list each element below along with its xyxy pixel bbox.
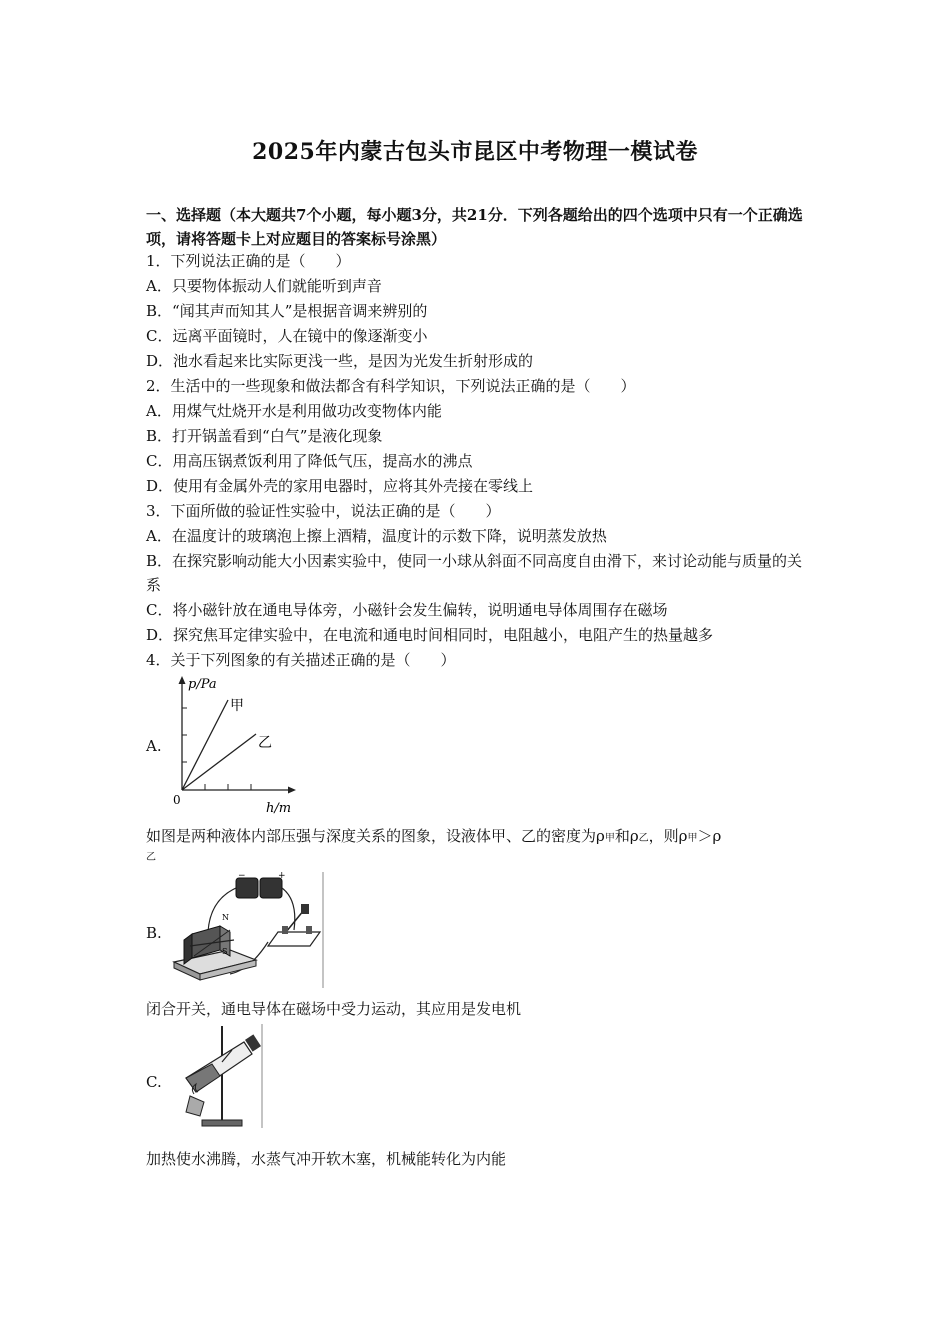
a-text-gt: ＞ρ: [697, 827, 722, 845]
q4-option-c-text: 加热使水沸腾，水蒸气冲开软木塞，机械能转化为内能: [146, 1150, 507, 1168]
page-title: 2025年内蒙古包头市昆区中考物理一模试卷: [252, 139, 698, 165]
q4-option-b-label: B.: [146, 924, 162, 942]
svg-text:S: S: [222, 947, 228, 956]
q2-stem: 2．生活中的一些现象和做法都含有科学知识，下列说法正确的是（ ）: [146, 377, 636, 395]
a-sub-yi-1: 乙: [638, 833, 649, 844]
q4-option-c-label: C.: [146, 1073, 162, 1091]
q2-option-a: A．用煤气灶烧开水是利用做功改变物体内能: [146, 402, 442, 420]
q3-stem: 3．下面所做的验证性实验中，说法正确的是（ ）: [146, 502, 501, 520]
graph-y-axis-label: p/Pa: [188, 677, 217, 692]
q1-stem: 1．下列说法正确的是（ ）: [146, 252, 351, 270]
test-tube-heating-illustration-icon: [172, 1022, 272, 1132]
section-heading: 一、选择题（本大题共7个小题，每小题3分，共21分．下列各题给出的四个选项中只有一个正确选项，请将答题卡上对应题目的答案标号涂黑）: [146, 206, 803, 248]
motor-experiment-illustration-icon: [170, 870, 330, 992]
q4-option-a-text: [146, 824, 721, 851]
pressure-depth-graph-icon: [168, 672, 308, 818]
graph-x-axis-label: h/m: [266, 801, 292, 816]
q4-option-a-label: A.: [146, 737, 162, 755]
a-sub-jia-1: 甲: [604, 833, 615, 844]
a-text-and: 和ρ: [614, 827, 639, 845]
svg-text:N: N: [222, 913, 229, 922]
q3-option-c: C．将小磁针放在通电导体旁，小磁针会发生偏转，说明通电导体周围存在磁场: [146, 601, 668, 619]
q1-option-a: A．只要物体振动人们就能听到声音: [146, 277, 382, 295]
graph-line-yi-label: 乙: [258, 735, 272, 751]
graph-line-jia-label: 甲: [230, 698, 244, 714]
q4-stem: 4．关于下列图象的有关描述正确的是（ ）: [146, 651, 456, 669]
a-sub-yi-2: 乙: [146, 852, 156, 863]
svg-text:+: +: [278, 871, 286, 881]
a-sub-jia-2: 甲: [687, 833, 698, 844]
q2-option-b: B．打开锅盖看到“白气”是液化现象: [146, 427, 383, 445]
a-text-then: ，则ρ: [648, 827, 688, 845]
q3-option-d: D．探究焦耳定律实验中，在电流和通电时间相同时，电阻越小，电阻产生的热量越多: [146, 626, 714, 644]
q2-option-c: C．用高压锅煮饭利用了降低气压，提高水的沸点: [146, 452, 473, 470]
q3-option-a: A．在温度计的玻璃泡上擦上酒精，温度计的示数下降，说明蒸发放热: [146, 527, 607, 545]
q1-option-b: B．“闻其声而知其人”是根据音调来辨别的: [146, 302, 428, 320]
q1-option-c: C．远离平面镜时，人在镜中的像逐渐变小: [146, 327, 428, 345]
svg-text:−: −: [238, 871, 246, 881]
q2-option-d: D．使用有金属外壳的家用电器时，应将其外壳接在零线上: [146, 477, 534, 495]
q1-option-d: D．池水看起来比实际更浅一些，是因为光发生折射形成的: [146, 352, 534, 370]
q4-option-b-text: 闭合开关，通电导体在磁场中受力运动，其应用是发电机: [146, 1000, 522, 1018]
a-text-main: 如图是两种液体内部压强与深度关系的图象，设液体甲、乙的密度为ρ: [146, 827, 605, 845]
q3-option-b: B．在探究影响动能大小因素实验中，使同一小球从斜面不同高度自由滑下，来讨论动能与质量的关系: [146, 552, 803, 594]
graph-origin-label: 0: [173, 793, 181, 807]
